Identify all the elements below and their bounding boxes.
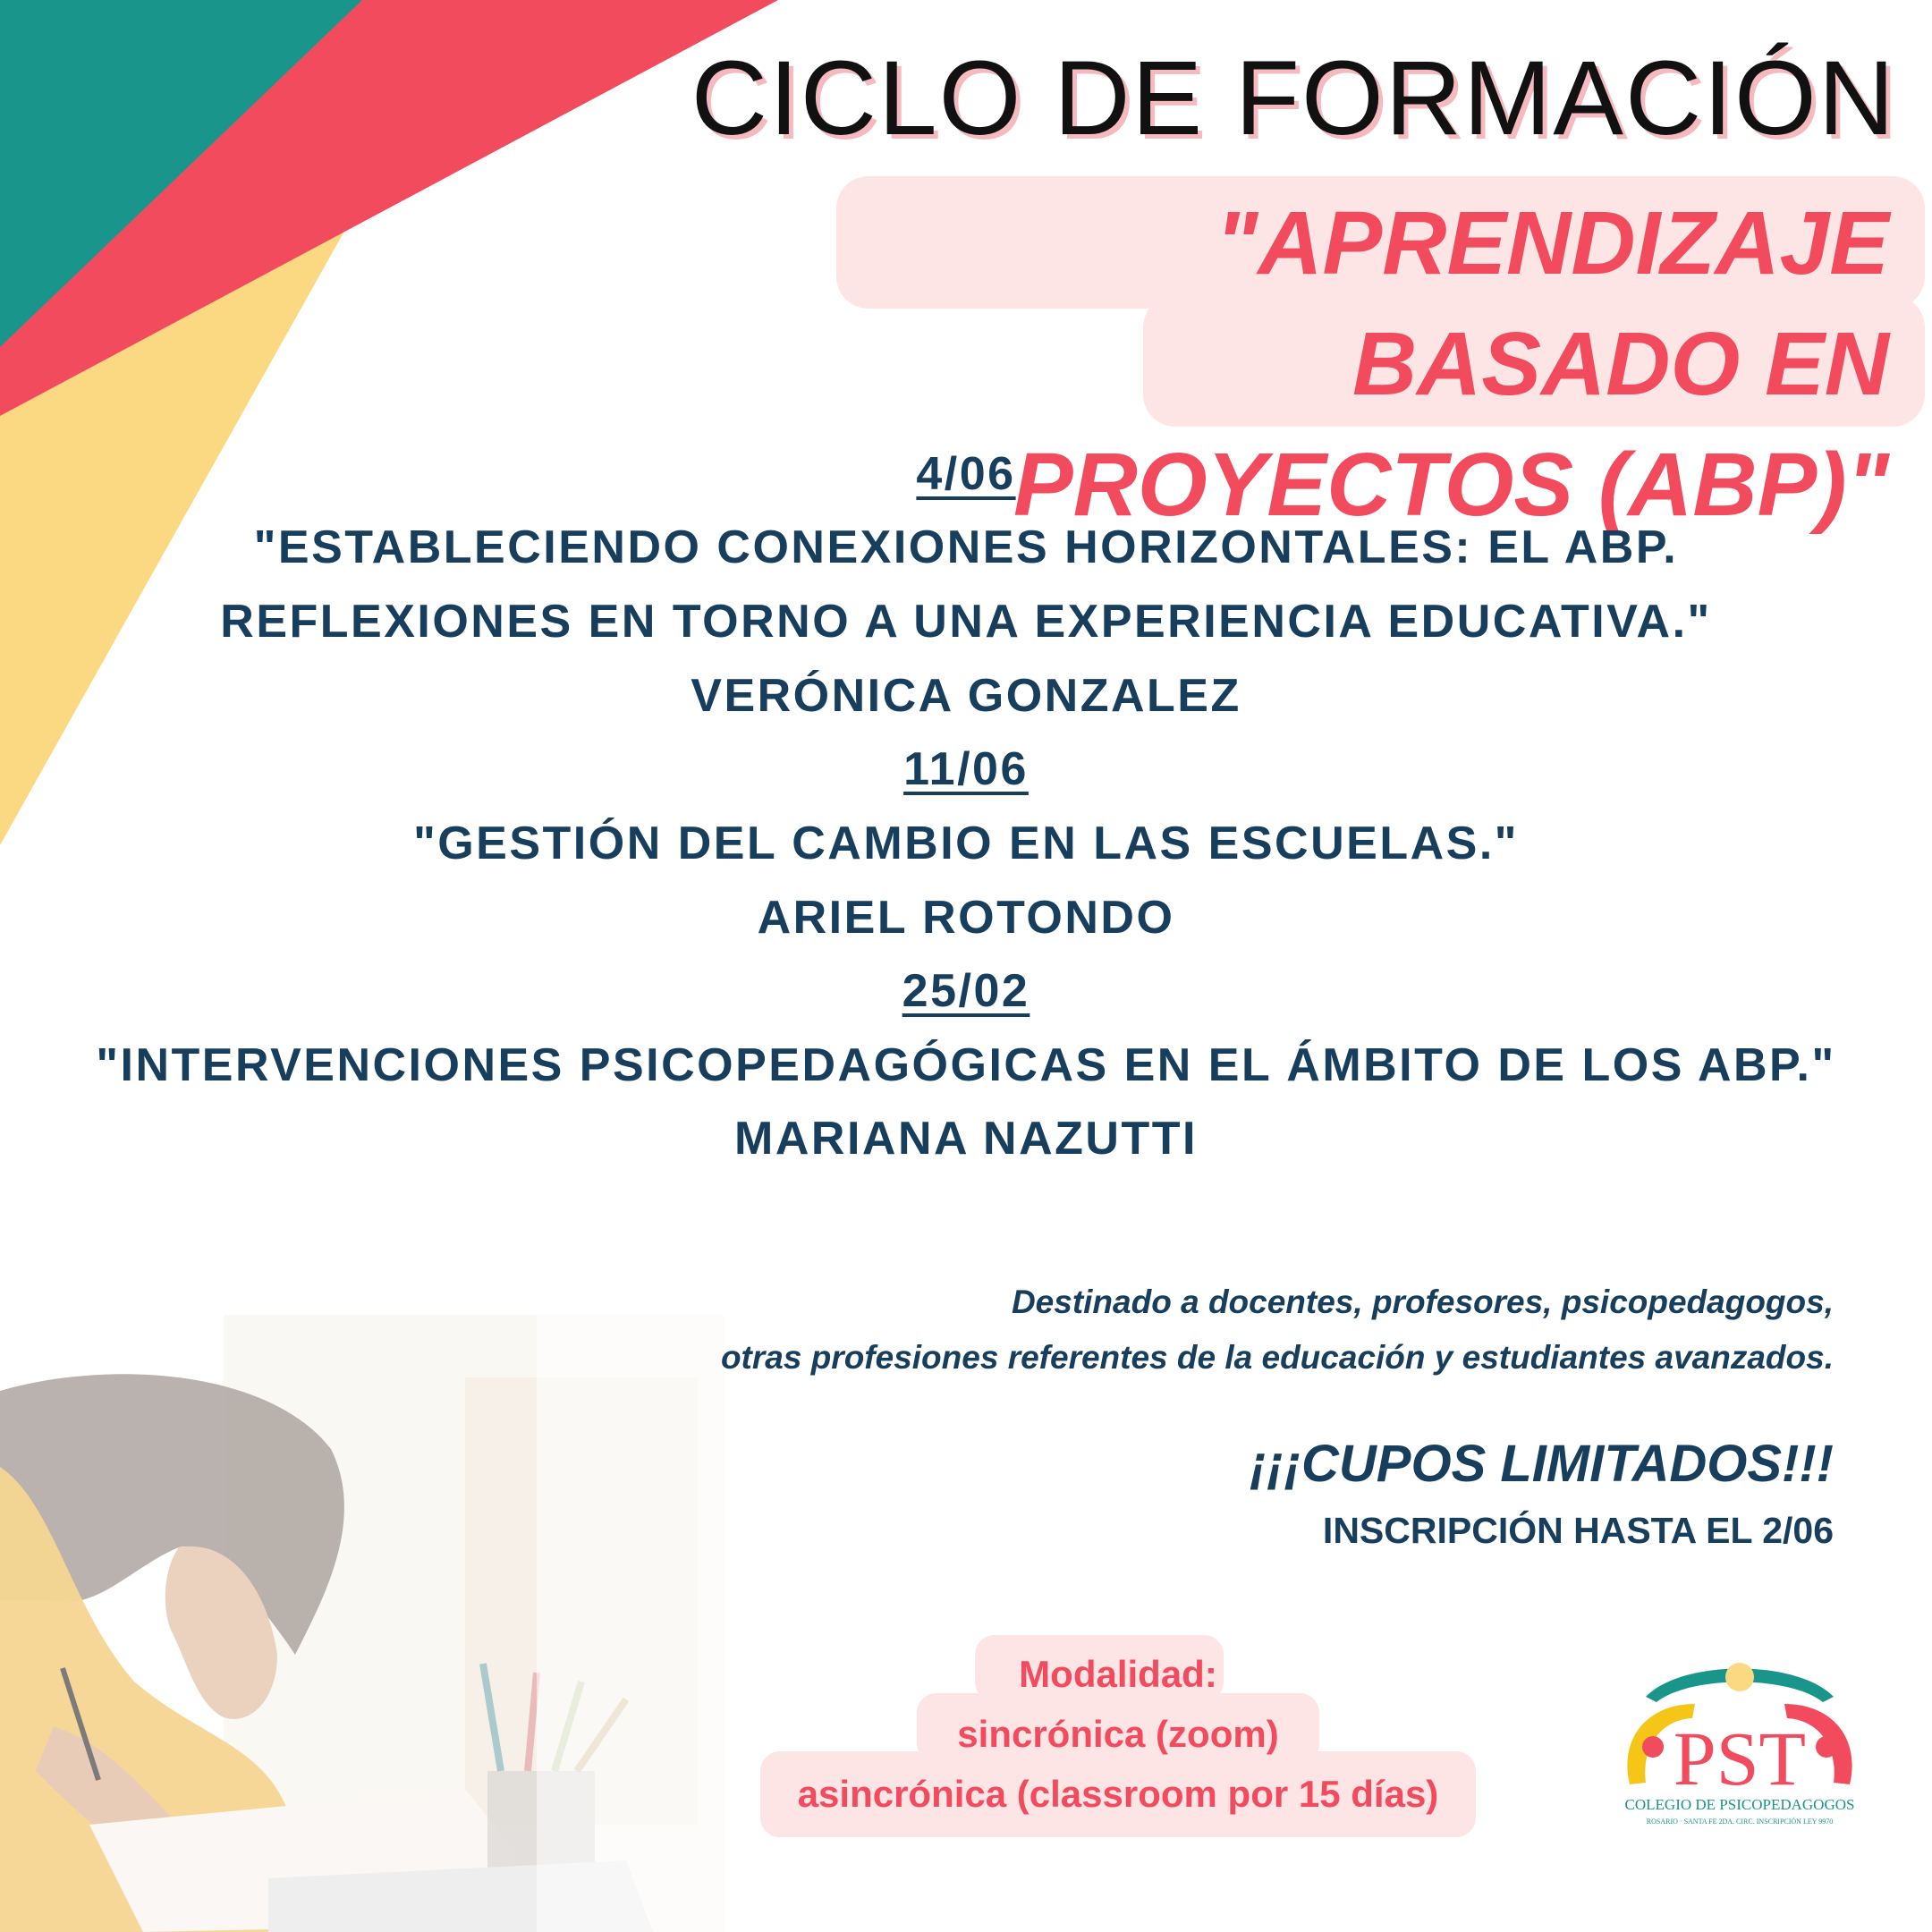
session-1-title-line-1: "ESTABLECIENDO CONEXIONES HORIZONTALES: EL ABP.: [253, 521, 1679, 573]
logo-left-dot: [1642, 1736, 1664, 1758]
logo-monogram: PST: [1673, 1716, 1807, 1801]
logo-caption: ROSARIO · SANTA FE 2DA. CIRC. INSCRIPCIÓN LEY 9970: [1646, 1818, 1834, 1826]
session-2-title: "GESTIÓN DEL CAMBIO EN LAS ESCUELAS.": [413, 818, 1519, 869]
subtitle-line-1: "APRENDIZAJE BASADO EN: [1215, 193, 1889, 414]
audience-line-1: Destinado a docentes, profesores, psicopedagogos,: [1011, 1284, 1834, 1320]
page-title: CICLO DE FORMACIÓN: [691, 39, 1896, 157]
logo-right-dot: [1816, 1736, 1837, 1758]
session-3-speaker: MARIANA NAZUTTI: [734, 1113, 1198, 1165]
modality-async: asincrónica (classroom por 15 días): [797, 1773, 1439, 1815]
limited-spots-banner: ¡¡¡CUPOS LIMITADOS!!!: [1250, 1435, 1834, 1493]
session-2-speaker: ARIEL ROTONDO: [757, 892, 1175, 944]
session-2-date: 11/06: [903, 743, 1029, 795]
audience-note: [721, 1275, 1834, 1385]
session-1-title-line-2: REFLEXIONES EN TORNO A UNA EXPERIENCIA EDUCATIVA.": [220, 596, 1712, 648]
subtitle-line-2: PROYECTOS (ABP)": [1013, 435, 1889, 535]
session-3-date: 25/02: [902, 965, 1030, 1017]
colegio-logo: [1610, 1650, 1869, 1838]
session-3-title: "INTERVENCIONES PSICOPEDAGÓGICAS EN EL ÁMBITO DE LOS ABP.": [96, 1039, 1836, 1091]
modality-label: Modalidad:: [1019, 1653, 1217, 1695]
student-photo: [0, 1297, 805, 1932]
session-1-speaker: VERÓNICA GONZALEZ: [691, 670, 1241, 722]
session-1-date: 4/06: [916, 448, 1016, 500]
audience-line-2: otras profesiones referentes de la educación y estudiantes avanzados.: [720, 1339, 1834, 1376]
registration-deadline: INSCRIPCIÓN HASTA EL 2/06: [1322, 1510, 1834, 1551]
logo-name: COLEGIO DE PSICOPEDAGOGOS: [1624, 1796, 1855, 1813]
logo-top-dot: [1725, 1663, 1754, 1691]
modality-sync: sincrónica (zoom): [957, 1713, 1279, 1755]
